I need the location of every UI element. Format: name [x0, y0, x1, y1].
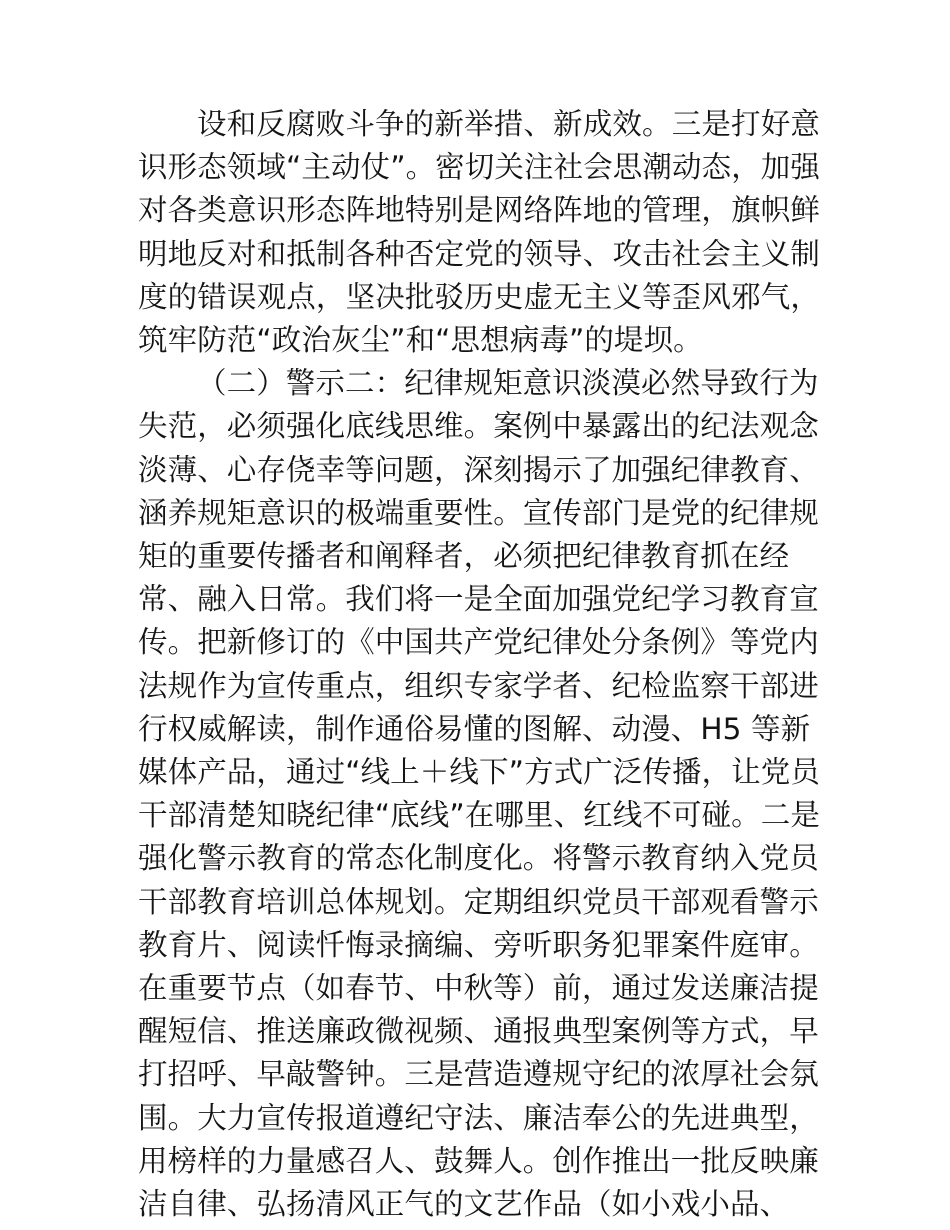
- document-text-body: [138, 103, 820, 1226]
- paragraph-warning-two: （二）警示二：纪律规矩意识淡漠必然导致行为失范，必须强化底线思维。案例中暴露出的纪法观念淡薄、心存侥幸等问题，深刻揭示了加强纪律教育、涵养规矩意识的极端重要性。宣传部门是党的纪律规矩的重要传播者和阐释者，必须把纪律教育抓在经常、融入日常。我们将一是全面加强党纪学习教育宣传。把新修订的《中国共产党纪律处分条例》等党内法规作为宣传重点，组织专家学者、纪检监察干部进行权威解读，制作通俗易懂的图解、动漫、H5 等新媒体产品，通过“线上＋线下”方式广泛传播，让党员干部清楚知晓纪律“底线”在哪里、红线不可碰。二是强化警示教育的常态化制度化。将警示教育纳入党员干部教育培训总体规划。定期组织党员干部观看警示教育片、阅读忏悔录摘编、旁听职务犯罪案件庭审。在重要节点（如春节、中秋等）前，通过发送廉洁提醒短信、推送廉政微视频、通报典型案例等方式，早打招呼、早敲警钟。三是营造遵规守纪的浓厚社会氛围。大力宣传报道遵纪守法、廉洁奉公的先进典型，用榜样的力量感召人、鼓舞人。创作推出一批反映廉洁自律、弘扬清风正气的文艺作品（如小戏小品、: [138, 366, 820, 1222]
- paragraph-continuation: 设和反腐败斗争的新举措、新成效。三是打好意识形态领域“主动仗”。密切关注社会思潮动态，加强对各类意识形态阵地特别是网络阵地的管理，旗帜鲜明地反对和抵制各种否定党的领导、攻击社会主义制度的错误观点，坚决批驳历史虚无主义等歪风邪气，筑牢防范“政治灰尘”和“思想病毒”的堤坝。: [138, 107, 820, 358]
